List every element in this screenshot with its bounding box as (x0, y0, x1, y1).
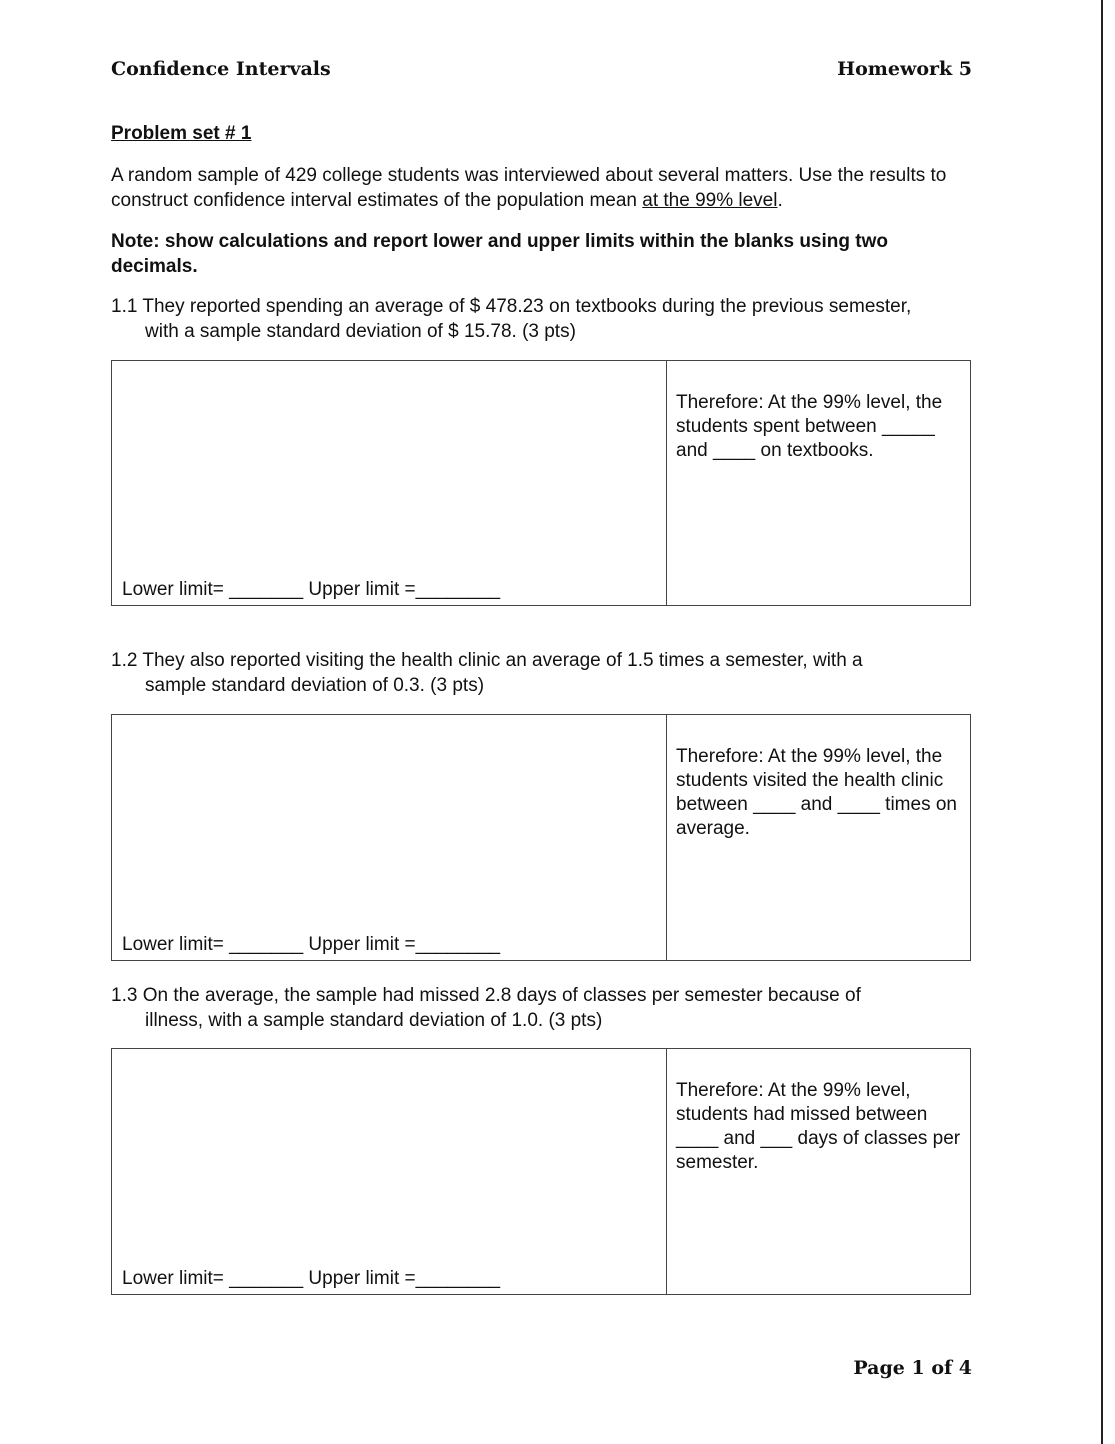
question-1-1 (111, 294, 976, 344)
question-1-3-line1: 1.3 On the average, the sample had missed 2.8 days of classes per semester because of (111, 985, 861, 1006)
problem-intro (111, 163, 951, 213)
question-1-3-line2: illness, with a sample standard deviation of 1.0. (3 pts) (145, 1010, 603, 1031)
note-text: Note: show calculations and report lower and upper limits within the blanks using two decimals. (111, 231, 888, 277)
conclusion-text: Therefore: At the 99% level, the students spent between _____ and ____ on textbooks. (676, 392, 943, 461)
question-1-3 (111, 983, 976, 1033)
page-number: Page 1 of 4 (853, 1357, 972, 1379)
limits-line: Lower limit= _______ Upper limit =________ (122, 579, 501, 600)
question-1-2 (111, 648, 976, 698)
header-homework-label: Homework 5 (837, 58, 972, 80)
limits-line: Lower limit= _______ Upper limit =________ (122, 1268, 501, 1289)
intro-underlined-text: at the 99% level (642, 190, 778, 211)
answer-box-1-2 (111, 714, 971, 961)
answer-box-divider (666, 1049, 667, 1294)
answer-box-divider (666, 361, 667, 605)
page-edge (1101, 0, 1103, 1444)
answer-box-1-1 (111, 360, 971, 606)
question-1-1-line2: with a sample standard deviation of $ 15.78. (3 pts) (145, 321, 576, 342)
answer-box-1-3 (111, 1048, 971, 1295)
conclusion-text: Therefore: At the 99% level, students had missed between ____ and ___ days of classes per semester. (676, 1080, 961, 1173)
question-1-2-line1: 1.2 They also reported visiting the health clinic an average of 1.5 times a semester, with a (111, 650, 863, 671)
answer-box-divider (666, 715, 667, 960)
intro-text-end: . (777, 190, 783, 211)
question-1-2-line2: sample standard deviation of 0.3. (3 pts) (145, 675, 485, 696)
problem-set-title: Problem set # 1 (111, 123, 252, 144)
header-title: Confidence Intervals (111, 58, 331, 80)
conclusion-text: Therefore: At the 99% level, the students visited the health clinic between ____ and ____ times on average. (676, 746, 957, 839)
question-1-1-line1: 1.1 They reported spending an average of $ 478.23 on textbooks during the previous semester, (111, 296, 912, 317)
limits-line: Lower limit= _______ Upper limit =________ (122, 934, 501, 955)
intro-text: A random sample of 429 college students was interviewed about several matters. Use the results to construct confidence interval estimates of the population mean (111, 165, 947, 211)
